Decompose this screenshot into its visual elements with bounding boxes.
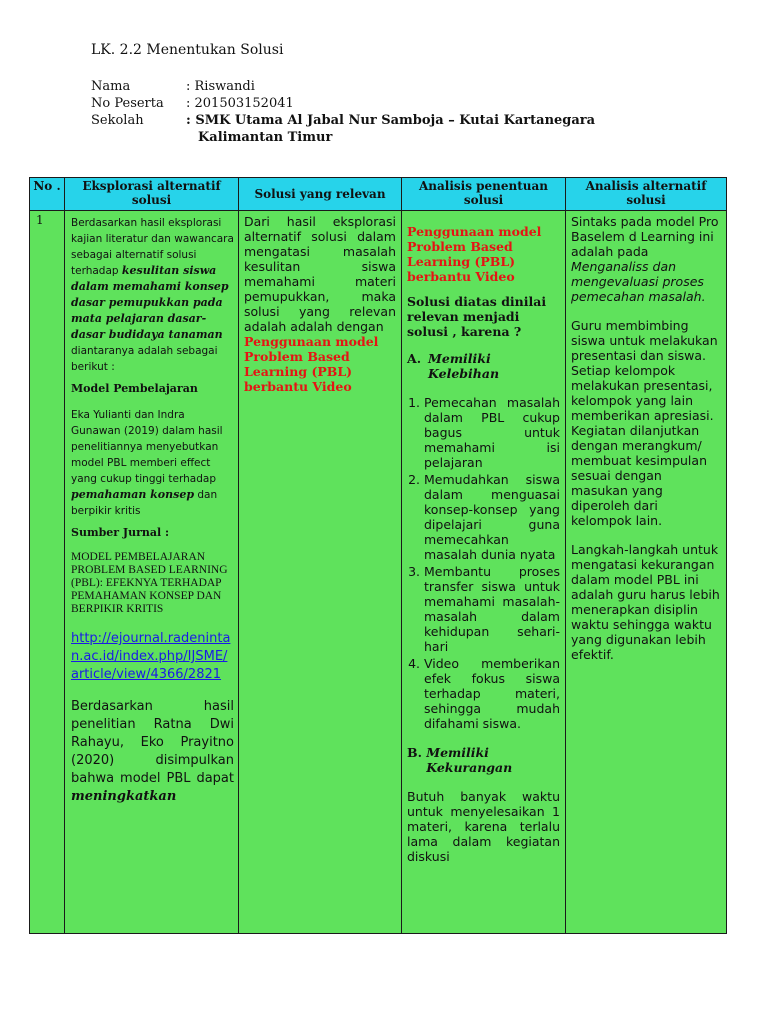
table-row (30, 211, 727, 934)
disadvantages-heading (407, 745, 560, 775)
meta-value: : Riswandi (186, 79, 255, 94)
reference-emphasis: pemahaman konsep (71, 488, 195, 501)
meta-label (91, 129, 186, 146)
meta-label: Nama (91, 79, 131, 94)
header-exploration: Eksplorasi alternatif solusi (65, 178, 239, 211)
section-letter: B. (407, 745, 422, 760)
reference-1 (71, 407, 234, 519)
header-no: No . (30, 178, 65, 211)
reference-text: Eka Yulianti dan Indra Gunawan (2019) dalam hasil penelitiannya menyebutkan model PBL memberi effect yang cukup tinggi terhadap (71, 409, 223, 485)
paragraph-text: Sintaks pada model Pro Baselem d Learning ini adalah pada (571, 214, 719, 259)
meta-label: Sekolah (91, 113, 144, 128)
analysis-highlight: Penggunaan model Problem Based Learning (PBL) berbantu Video (407, 224, 542, 284)
syntax-paragraph (571, 214, 721, 304)
list-item: 4. Video memberikan efek fokus siswa terhadap materi, sehingga mudah difahami siswa. (424, 656, 560, 731)
meta-value: : 201503152041 (186, 96, 294, 111)
meta-row-school (91, 112, 658, 129)
section-title: Memiliki Kelebihan (428, 351, 500, 381)
meta-value: : SMK Utama Al Jabal Nur Samboja – Kutai Kartanegara (186, 113, 596, 128)
paragraph-emphasis: Menganaliss dan mengevaluasi proses pemecahan masalah. (571, 259, 706, 304)
header-solution-analysis: Analisis penentuan solusi (402, 178, 566, 211)
relevant-solution-cell (239, 211, 402, 934)
journal-heading: Sumber Jurnal : (71, 526, 170, 539)
advantages-heading (407, 351, 560, 381)
meta-row-school-cont (91, 129, 658, 146)
disadvantages-text: Butuh banyak waktu untuk menyelesaikan 1 materi, karena terlalu lama dalam kegiatan diskusi (407, 789, 560, 864)
header-alternative-analysis: Analisis alternatif solusi (566, 178, 727, 211)
mitigation-paragraph: Langkah-langkah untuk mengatasi kekurangan dalam model PBL ini adalah guru harus lebih menerapkan disiplin waktu sehingga waktu yang digunakan lebih efektif. (571, 542, 720, 662)
section-title: Memiliki Kekurangan (426, 745, 513, 775)
meta-value: Kalimantan Timur (198, 130, 333, 145)
meta-row-name (91, 78, 658, 95)
journal-link[interactable]: http://ejournal.radenintan.ac.id/index.php/IJSME/article/view/4366/2821 (71, 631, 231, 682)
relevant-solution-text: Dari hasil eksplorasi alternatif solusi dalam mengatasi masalah kesulitan siswa memahami materi pemupukkan, maka solusi yang relevan adalah adalah dengan (244, 214, 396, 334)
intro-text-end: diantaranya adalah sebagai berikut : (71, 345, 218, 373)
meta-row-participant-number (91, 95, 658, 112)
document-title: LK. 2.2 Menentukan Solusi (91, 42, 284, 58)
alternative-analysis-cell (566, 211, 727, 934)
solution-analysis-cell (402, 211, 566, 934)
reference-emphasis: meningkatkan (71, 789, 177, 804)
list-item: 1. Pemecahan masalah dalam PBL cukup bagus untuk memahami isi pelajaran (424, 395, 560, 470)
table-header-row (30, 178, 727, 211)
reference-text-end: dan berpikir kritis (71, 489, 218, 517)
model-heading: Model Pembelajaran (71, 382, 198, 395)
list-item: 2. Memudahkan siswa dalam menguasai konsep-konsep yang dipelajari guna memecahkan masalah dunia nyata (424, 472, 560, 562)
reference-text: Berdasarkan hasil penelitian Ratna Dwi Rahayu, Eko Prayitno (2020) disimpulkan bahwa model PBL dapat (71, 699, 234, 786)
reference-2 (71, 698, 234, 806)
exploration-cell (65, 211, 239, 934)
journal-title: MODEL PEMBELAJARAN PROBLEM BASED LEARNING (PBL): EFEKNYA TERHADAP PEMAHAMAN KONSEP DAN BERPIKIR KRITIS (71, 551, 228, 615)
row-number: 1 (30, 211, 65, 934)
relevant-solution-highlight: Penggunaan model Problem Based Learning (PBL) berbantu Video (244, 334, 379, 394)
section-letter: A. (407, 351, 422, 366)
intro-text: Berdasarkan hasil eksplorasi kajian literatur dan wawancara sebagai alternatif solusi terhadap (71, 217, 234, 277)
teacher-guidance-paragraph: Guru membimbing siswa untuk melakukan presentasi dan siswa. Setiap kelompok melakukan presentasi, kelompok yang lain memberikan apresiasi. Kegiatan dilanjutkan dengan merangkum/ membuat kesimpulan sesuai dengan masukan yang diperoleh dari kelompok lain. (571, 318, 718, 528)
identity-block (91, 78, 658, 146)
analysis-statement: Solusi diatas dinilai relevan menjadi solusi , karena ? (407, 294, 547, 339)
intro-emphasis: kesulitan siswa dalam memahami konsep dasar pemupukkan pada mata pelajaran dasar-dasar budidaya tanaman (71, 264, 229, 341)
list-item: 3. Membantu proses transfer siswa untuk memahami masalah-masalah dalam kehidupan sehari-hari (424, 564, 560, 654)
solution-table (29, 177, 727, 934)
exploration-intro (71, 215, 234, 375)
advantages-list (407, 395, 560, 731)
meta-label: No Peserta (91, 96, 164, 111)
header-relevant-solution: Solusi yang relevan (239, 178, 402, 211)
